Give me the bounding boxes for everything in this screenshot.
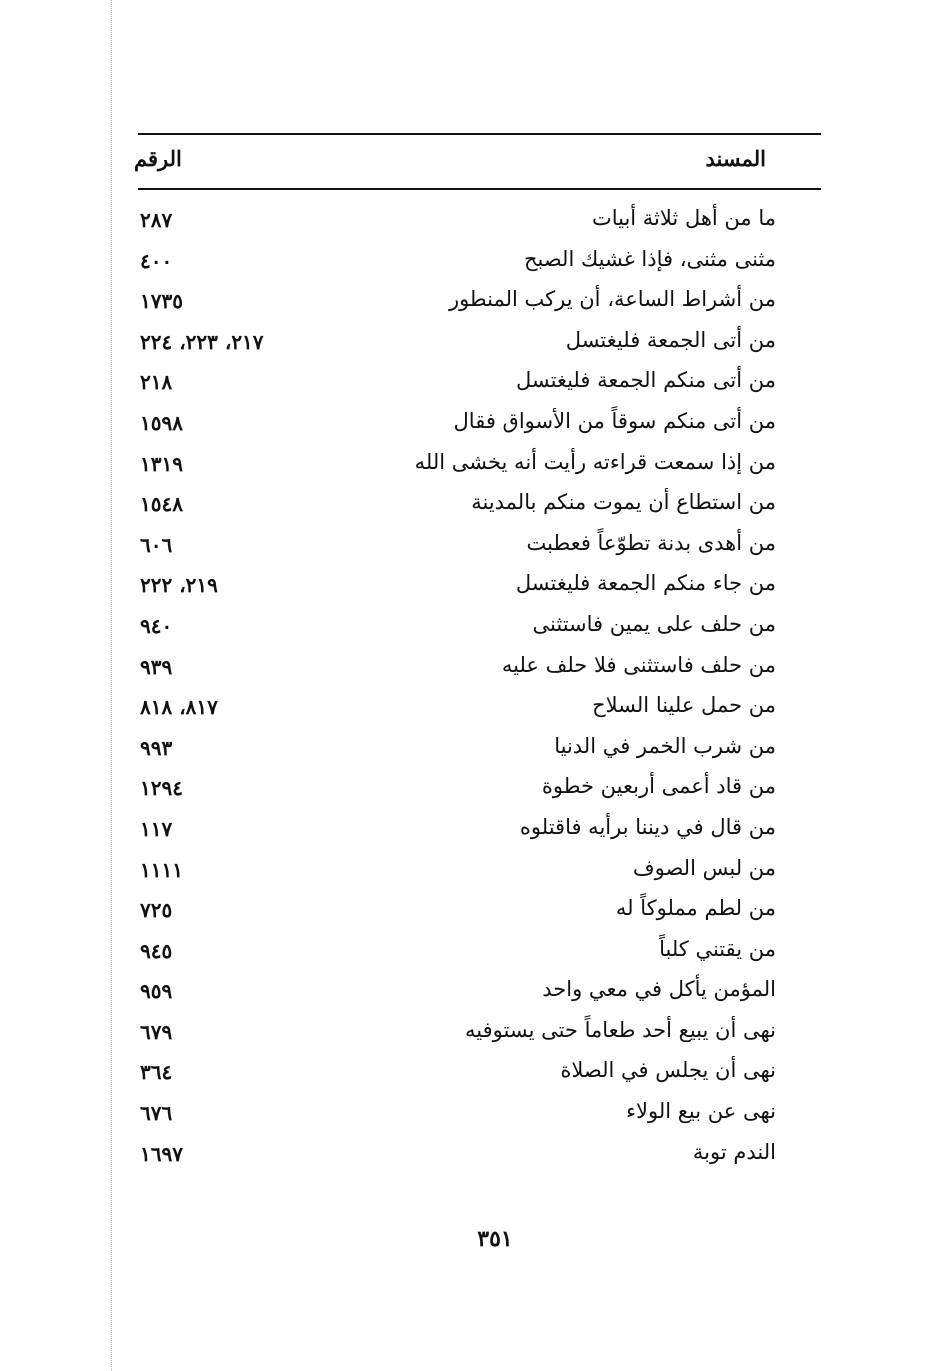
entry-text: من أتى منكم سوقاً من الأسواق فقال: [453, 408, 776, 433]
margin-line: [111, 0, 112, 1371]
entry-number: ٩٤٥: [140, 938, 173, 963]
entry-number: ٧٢٥: [140, 898, 173, 923]
index-row: [138, 730, 821, 771]
entry-number: ١٦٩٧: [140, 1141, 183, 1166]
entry-number: ٢١٧، ٢٢٣، ٢٢٤: [140, 329, 264, 354]
entry-text: من إذا سمعت قراءته رأيت أنه يخشى الله: [414, 449, 776, 474]
entry-text: نهى عن بيع الولاء: [626, 1099, 776, 1124]
entry-text: من أهدى بدنة تطوّعاً فعطبت: [526, 530, 776, 555]
entry-text: من جاء منكم الجمعة فليغتسل: [515, 571, 776, 596]
index-row: [138, 1054, 821, 1095]
entry-number: ١١٧: [140, 816, 173, 841]
entry-text: نهى أن يبيع أحد طعاماً حتى يستوفيه: [465, 1017, 776, 1042]
index-row: [138, 933, 821, 974]
index-row: [138, 243, 821, 284]
index-row: [138, 1136, 821, 1177]
index-row: [138, 446, 821, 487]
index-row: [138, 486, 821, 527]
header-number-column: الرقم: [134, 146, 182, 171]
table-header: [134, 140, 821, 180]
index-row: [138, 527, 821, 568]
entry-number: ٩٥٩: [140, 979, 173, 1004]
entry-number: ٦٠٦: [140, 532, 173, 557]
entry-text: من لطم مملوكاً له: [615, 896, 776, 921]
entry-number: ٦٧٦: [140, 1101, 173, 1126]
entry-text: نهى أن يجلس في الصلاة: [560, 1058, 776, 1083]
entry-text: من قال في ديننا برأيه فاقتلوه: [519, 814, 776, 839]
entry-text: مثنى مثنى، فإذا غشيك الصبح: [523, 246, 776, 271]
index-row: [138, 608, 821, 649]
entry-number: ٦٧٩: [140, 1019, 173, 1044]
index-row: [138, 649, 821, 690]
entry-text: من قاد أعمى أربعين خطوة: [541, 774, 776, 799]
index-row: [138, 973, 821, 1014]
entry-number: ٨١٧، ٨١٨: [140, 695, 218, 720]
entry-number: ٩٩٣: [140, 735, 173, 760]
entry-number: ٢١٩، ٢٢٢: [140, 573, 218, 598]
index-row: [138, 770, 821, 811]
entry-number: ٢٨٧: [140, 208, 173, 232]
entry-number: ١٥٤٨: [140, 492, 183, 517]
entry-text: من لبس الصوف: [632, 855, 776, 880]
index-row: [138, 1014, 821, 1055]
entry-number: ١٣١٩: [140, 451, 183, 476]
entry-number: ١٧٣٥: [140, 289, 183, 314]
entry-text: المؤمن يأكل في معي واحد: [542, 977, 776, 1002]
entry-number: ٤٠٠: [140, 248, 173, 273]
entry-text: من حمل علينا السلاح: [592, 693, 776, 718]
entry-number: ٣٦٤: [140, 1060, 173, 1085]
index-row: [138, 283, 821, 324]
entry-text: الندم توبة: [692, 1139, 776, 1164]
entry-number: ٩٤٠: [140, 613, 173, 638]
index-row: [138, 405, 821, 446]
index-row: [138, 567, 821, 608]
index-entries: [138, 202, 821, 1176]
entry-number: ٢١٨: [140, 370, 173, 395]
entry-text: من حلف على يمين فاستثنى: [532, 611, 776, 636]
entry-text: من حلف فاستثنى فلا حلف عليه: [501, 652, 776, 677]
entry-text: من استطاع أن يموت منكم بالمدينة: [471, 490, 776, 515]
index-row: [138, 852, 821, 893]
entry-text: من يقتني كلباً: [659, 936, 776, 961]
entry-text: من شرب الخمر في الدنيا: [554, 733, 776, 758]
entry-number: ١١١١: [140, 857, 183, 882]
page-number: ٣٥١: [477, 1226, 513, 1252]
entry-number: ٩٣٩: [140, 654, 173, 679]
index-row: [138, 892, 821, 933]
entry-number: ١٥٩٨: [140, 410, 183, 435]
index-row: [138, 202, 821, 243]
index-row: [138, 324, 821, 365]
entry-text: من أتى الجمعة فليغتسل: [565, 327, 776, 352]
index-row: [138, 364, 821, 405]
index-row: [138, 1095, 821, 1136]
header-rule: [138, 188, 821, 190]
index-row: [138, 689, 821, 730]
entry-text: ما من أهل ثلاثة أبيات: [591, 206, 776, 230]
top-rule: [138, 133, 821, 135]
entry-text: من أتى منكم الجمعة فليغتسل: [515, 368, 776, 393]
entry-number: ١٢٩٤: [140, 776, 183, 801]
index-row: [138, 811, 821, 852]
entry-text: من أشراط الساعة، أن يركب المنطور: [448, 287, 776, 312]
header-text-column: المسند: [705, 146, 766, 171]
